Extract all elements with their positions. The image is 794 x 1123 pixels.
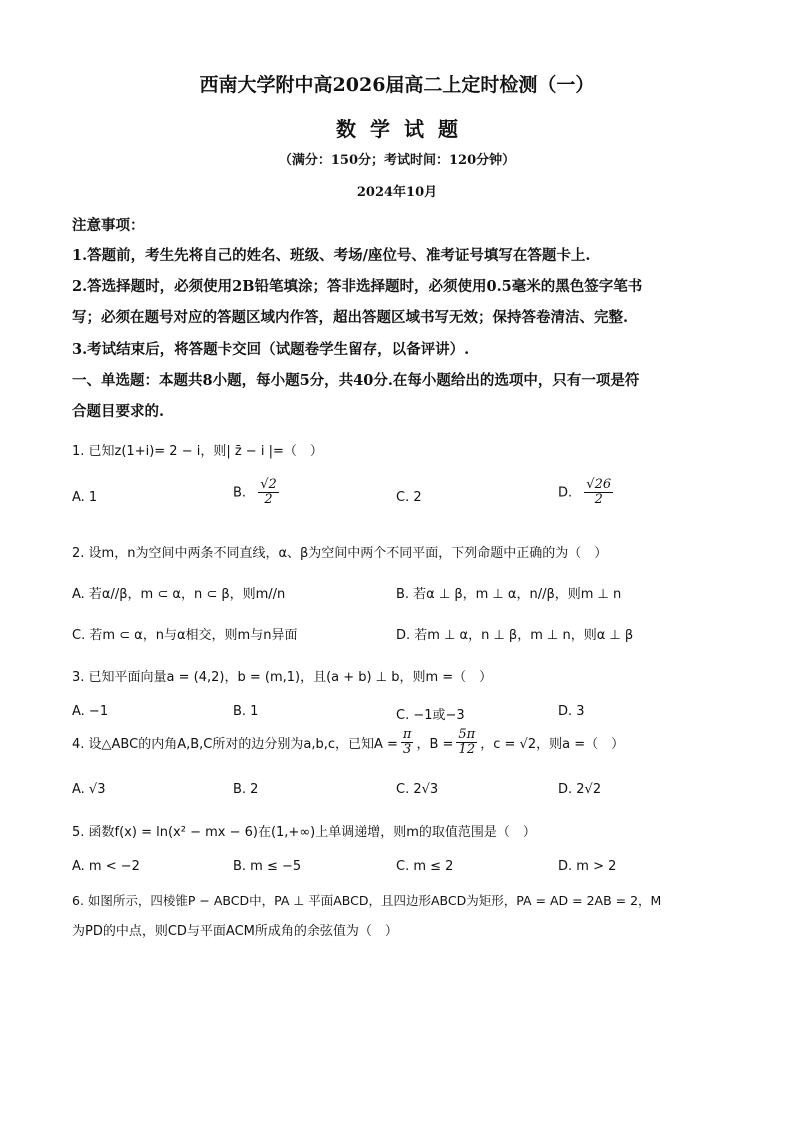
- question-5-option-b: B. m ≤ −5: [233, 859, 302, 874]
- fraction-numerator: π: [402, 727, 412, 742]
- question-4-option-b: B. 2: [233, 782, 259, 797]
- question-3-option-c: C. −1或−3: [396, 708, 465, 723]
- question-4-option-d: D. 2√2: [558, 782, 602, 797]
- notice-item-2-line-2: 写；必须在题号对应的答题区域内作答，超出答题区域书写无效；保持答卷清洁、完整.: [72, 309, 629, 326]
- question-1-option-b: [233, 478, 279, 508]
- question-5-stem: 5. 函数f(x) = ln(x² − mx − 6)在(1,+∞)上单调递增，则m的取值范围是（ ）: [72, 825, 536, 840]
- question-6-stem-line-2: 为PD的中点，则CD与平面ACM所成角的余弦值为（ ）: [72, 924, 398, 939]
- question-2-option-b: B. 若α ⊥ β，m ⊥ α，n//β，则m ⊥ n: [396, 587, 622, 602]
- notice-heading: 注意事项：: [72, 217, 145, 234]
- question-4-stem-end: ，c = √2，则a =（ ）: [480, 737, 625, 753]
- question-4-option-c: C. 2√3: [396, 782, 439, 797]
- question-2-option-a: A. 若α//β，m ⊂ α，n ⊂ β，则m//n: [72, 587, 286, 602]
- section-1-heading-line-1: 一、单选题：本题共8小题，每小题5分，共40分.在每小题给出的选项中，只有一项是符: [72, 372, 640, 389]
- notice-item-3: 3.考试结束后，将答题卡交回（试题卷学生留存，以备评讲）.: [72, 341, 470, 358]
- option-b-fraction: [258, 478, 279, 508]
- question-4-stem: [72, 728, 624, 758]
- fraction-denominator: 3: [403, 742, 412, 758]
- fraction-numerator: 5π: [458, 727, 476, 742]
- question-5-option-a: A. m < −2: [72, 859, 140, 874]
- question-1-stem: 1. 已知z(1+i)= 2 − i，则| z̄ − i |=（ ）: [72, 444, 323, 459]
- question-2-stem: 2. 设m，n为空间中两条不同直线，α、β为空间中两个不同平面，下列命题中正确的为（ ）: [72, 546, 608, 561]
- question-2-option-c: C. 若m ⊂ α，n与α相交，则m与n异面: [72, 628, 298, 643]
- question-4-option-a: A. √3: [72, 782, 106, 797]
- exam-title: 西南大学附中高2026届高二上定时检测（一）: [199, 74, 595, 96]
- question-5-option-d: D. m > 2: [558, 859, 617, 874]
- question-1-option-a: A. 1: [72, 490, 98, 505]
- fraction-numerator: √26: [586, 477, 612, 492]
- exam-info: （满分：150分；考试时间：120分钟）: [278, 153, 516, 168]
- notice-item-1: 1.答题前，考生先将自己的姓名、班级、考场/座位号、准考证号填写在答题卡上.: [72, 247, 591, 264]
- exam-date: 2024年10月: [356, 185, 438, 200]
- fraction-denominator: 12: [458, 742, 476, 758]
- section-1-heading-line-2: 合题目要求的.: [72, 403, 165, 420]
- question-4-stem-start: 4. 设△ABC的内角A,B,C所对的边分别为a,b,c，已知A =: [72, 737, 398, 753]
- question-1-option-d: [558, 478, 613, 508]
- question-4-stem-mid: ，B =: [416, 737, 454, 753]
- question-5-option-c: C. m ≤ 2: [396, 859, 454, 874]
- question-3-stem: 3. 已知平面向量a = (4,2)，b = (m,1)，且(a + b) ⊥ b，则m =（ ）: [72, 670, 493, 685]
- angle-a-fraction: [401, 728, 414, 758]
- question-6-stem-line-1: 6. 如图所示，四棱锥P − ABCD中，PA ⊥ 平面ABCD，且四边形ABCD为矩形，PA = AD = 2AB = 2，M: [72, 893, 662, 908]
- question-3-option-d: D. 3: [558, 704, 585, 719]
- option-d-fraction: [584, 478, 613, 508]
- subject-title: 数学试题: [336, 117, 472, 141]
- notice-item-2-line-1: 2.答选择题时，必须使用2B铅笔填涂；答非选择题时，必须使用0.5毫米的黑色签字笔书: [72, 278, 643, 295]
- question-2-option-d: D. 若m ⊥ α，n ⊥ β，m ⊥ n，则α ⊥ β: [396, 628, 634, 643]
- fraction-denominator: 2: [594, 492, 603, 508]
- question-1-option-c: C. 2: [396, 490, 422, 505]
- option-d-label: D.: [558, 485, 573, 501]
- question-3-option-b: B. 1: [233, 704, 259, 719]
- option-b-label: B.: [233, 485, 247, 501]
- fraction-numerator: √2: [260, 477, 277, 492]
- fraction-denominator: 2: [264, 492, 273, 508]
- question-3-option-a: A. −1: [72, 704, 109, 719]
- angle-b-fraction: [456, 728, 477, 758]
